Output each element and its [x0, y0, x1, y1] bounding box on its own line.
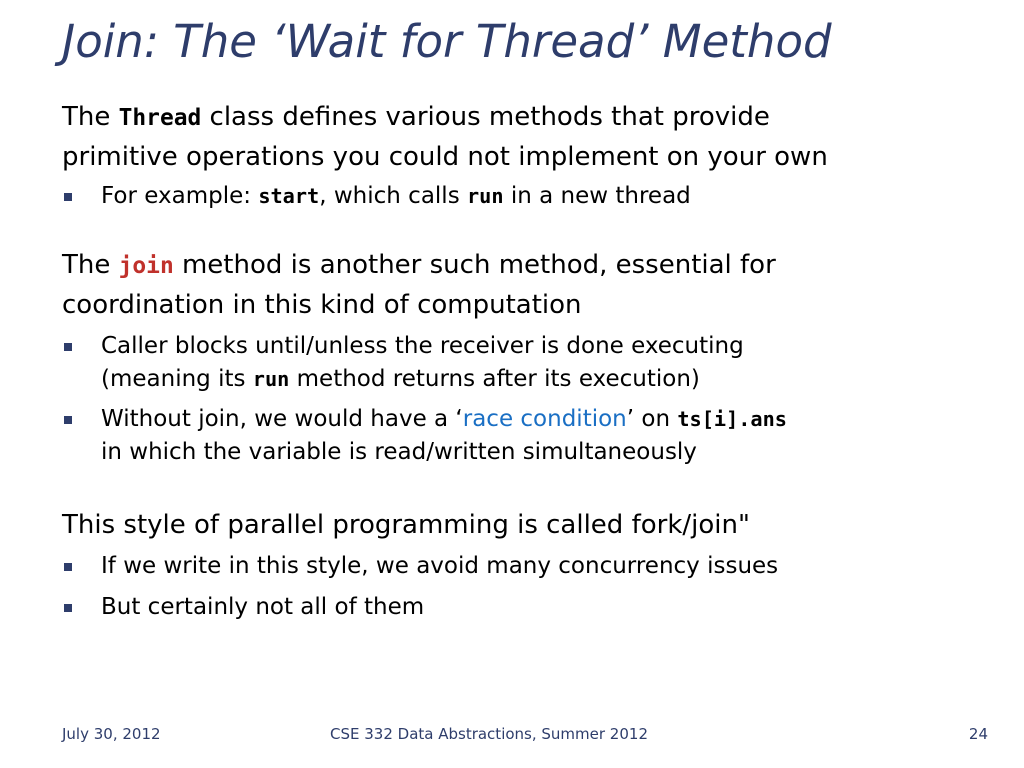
- bullet-square-icon: [64, 604, 72, 612]
- bullet-square-icon: [64, 343, 72, 351]
- bullet-square-icon: [64, 193, 72, 201]
- block1-bullet1-pre: For example:: [101, 183, 259, 209]
- bullet-square-icon: [64, 563, 72, 571]
- block2-bullet1-line2: [101, 363, 700, 396]
- block2-line2: coordination in this kind of computation: [62, 290, 582, 320]
- block1-bullet1-mid: , which calls: [319, 183, 467, 209]
- block1-line2: primitive operations you could not implement on your own: [62, 142, 828, 172]
- start-code: start: [258, 184, 320, 208]
- bullet-square-icon: [64, 416, 72, 424]
- block2-line1-post: method is another such method, essential for: [173, 250, 776, 280]
- race-condition-link[interactable]: race condition: [462, 406, 627, 432]
- slide-title: Join: The ‘Wait for Thread’ Method: [62, 15, 832, 68]
- thread-code: Thread: [118, 105, 202, 131]
- block1-bullet1: [101, 180, 691, 213]
- block2-bullet2-line2: in which the variable is read/written simultaneously: [101, 439, 697, 465]
- join-code: join: [118, 253, 174, 279]
- block1-line1-pre: The: [62, 102, 119, 132]
- block1-bullet1-post: in a new thread: [503, 183, 691, 209]
- block2-bullet2-line1-pre: Without join, we would have a ‘: [101, 406, 463, 432]
- run-code: run: [466, 184, 504, 208]
- block2-line1-pre: The: [62, 250, 119, 280]
- run-code: run: [252, 367, 290, 391]
- block1-line1: [62, 97, 770, 138]
- ts-ans-code: ts[i].ans: [677, 407, 787, 431]
- block2-line1: [62, 245, 776, 286]
- block2-bullet2-line1: [101, 403, 787, 436]
- block2-bullet2-line1-mid: ’ on: [626, 406, 678, 432]
- block2-bullet1-line1: Caller blocks until/unless the receiver is done executing: [101, 333, 744, 359]
- footer-page-number: 24: [968, 725, 988, 743]
- block3-bullet2: But certainly not all of them: [101, 594, 425, 620]
- block2-bullet1-line2-pre: (meaning its: [101, 366, 253, 392]
- block2-bullet1-line2-post: method returns after its execution): [289, 366, 700, 392]
- block1-line1-post: class defines various methods that provide: [201, 102, 770, 132]
- block3-line1: This style of parallel programming is called fork/join": [62, 510, 750, 540]
- footer-course: CSE 332 Data Abstractions, Summer 2012: [330, 725, 648, 743]
- block3-bullet1: If we write in this style, we avoid many concurrency issues: [101, 553, 779, 579]
- footer-date: July 30, 2012: [62, 725, 161, 743]
